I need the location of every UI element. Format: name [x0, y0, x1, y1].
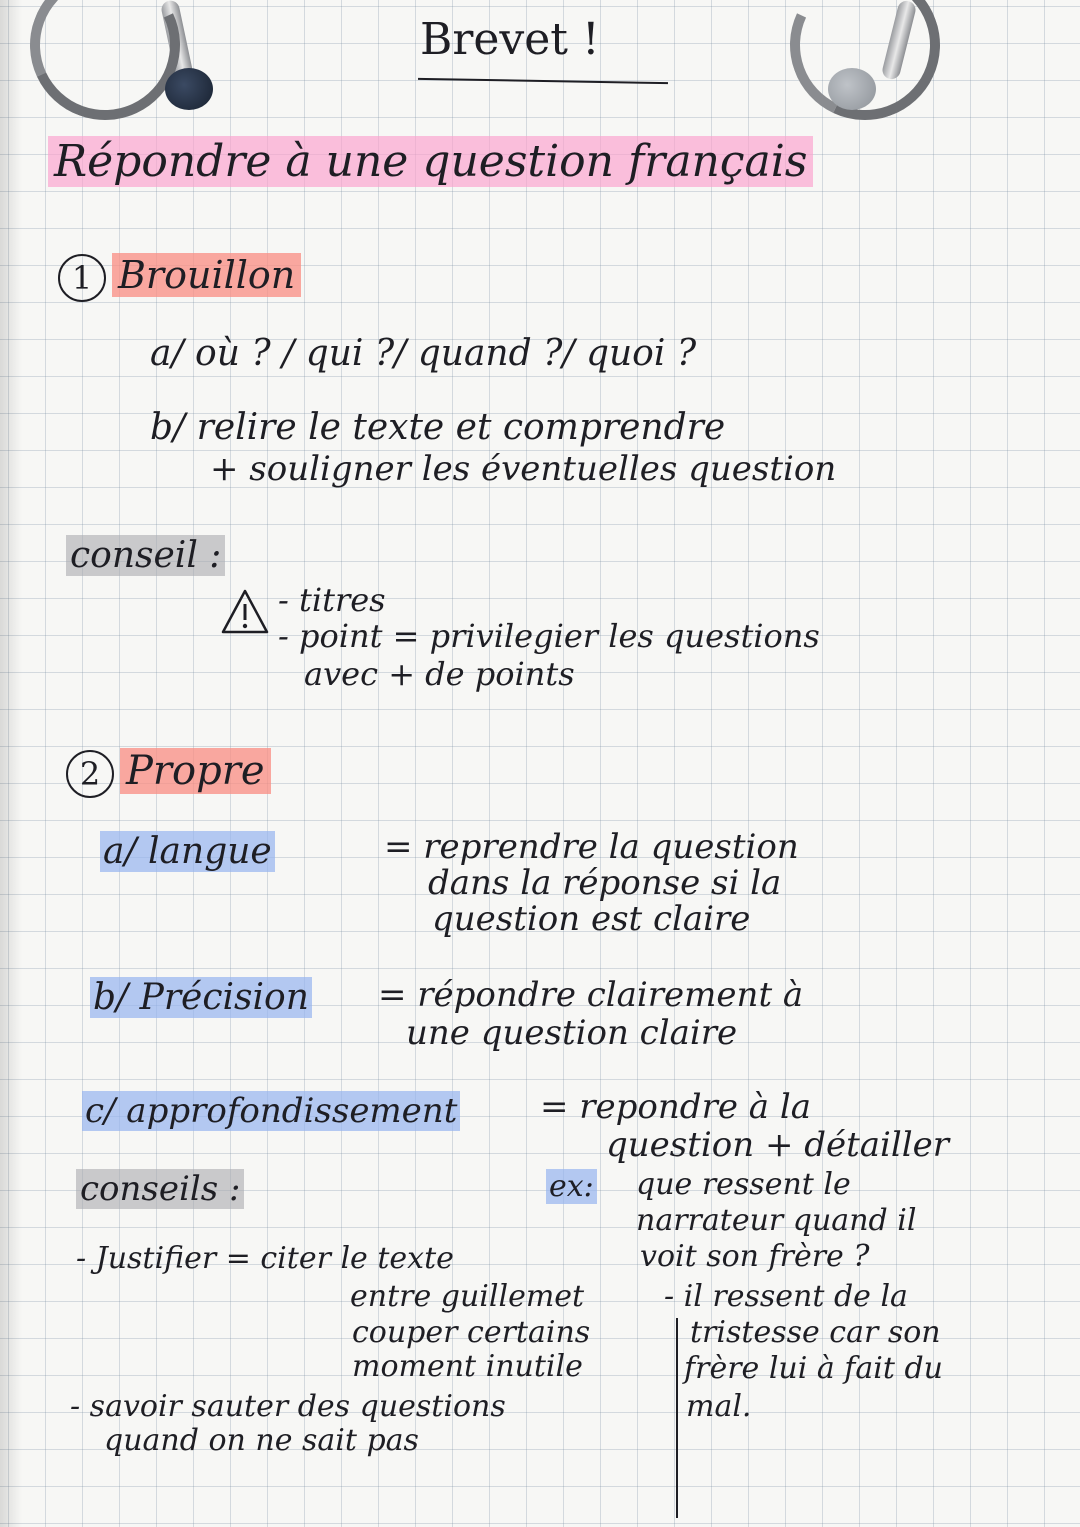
page-edge — [0, 0, 22, 1527]
main-heading — [48, 136, 813, 187]
conseil-line2: - point = privilegier les questions — [278, 617, 820, 655]
warning-icon — [220, 588, 270, 638]
section2-c-label — [82, 1091, 460, 1131]
conseils-sauter-2: quand on ne sait pas — [104, 1423, 419, 1458]
page-title: Brevet ! — [420, 14, 600, 65]
section2-a-text: a/ langue — [100, 831, 275, 872]
conseils-sauter-1: - savoir sauter des questions — [70, 1389, 506, 1424]
punch-hole-right — [828, 68, 876, 110]
conseil-line3: avec + de points — [304, 655, 575, 693]
section2-a-line2: dans la réponse si la — [428, 863, 782, 903]
example-question-1: que ressent le — [636, 1167, 851, 1202]
section2-b-label — [90, 977, 312, 1018]
section2-a-line1: = reprendre la question — [384, 827, 799, 867]
section2-b-line2: une question claire — [406, 1013, 738, 1053]
conseil-label — [66, 535, 225, 576]
section2-c-line1: = repondre à la — [540, 1087, 811, 1127]
section2-b-line1: = répondre clairement à — [378, 975, 804, 1015]
section2-c-line2: question + détailler — [606, 1125, 950, 1165]
section1-heading — [58, 254, 301, 302]
conseils-label — [76, 1169, 244, 1209]
section2-c-text: c/ approfondissement — [82, 1091, 460, 1131]
example-answer-4: mal. — [686, 1389, 752, 1424]
section1-number: 1 — [58, 254, 106, 302]
section2-title: Propre — [120, 748, 271, 794]
main-heading-text: Répondre à une question français — [48, 136, 813, 187]
section2-b-text: b/ Précision — [90, 977, 312, 1018]
section2-a-line3: question est claire — [432, 899, 751, 939]
punch-hole-left — [165, 68, 213, 110]
section2-heading — [66, 750, 271, 798]
example-answer-1: - il ressent de la — [664, 1279, 908, 1314]
example-answer-3: frère lui à fait du — [684, 1351, 943, 1386]
conseil-line1: - titres — [278, 581, 386, 619]
section2-number: 2 — [66, 750, 114, 798]
example-question-3: voit son frère ? — [640, 1239, 870, 1274]
section1-title: Brouillon — [112, 253, 301, 297]
conseils-justifier-2: entre guillemet — [350, 1279, 585, 1314]
conseil-label-text: conseil : — [66, 535, 225, 576]
section1-item-b-line1: b/ relire le texte et comprendre — [150, 407, 726, 448]
section1-item-b-line2: + souligner les éventuelles question — [210, 449, 837, 489]
example-question-2: narrateur quand il — [636, 1203, 917, 1238]
conseils-justifier: - Justifier = citer le texte — [76, 1241, 454, 1276]
section1-item-a: a/ où ? / qui ?/ quand ?/ quoi ? — [150, 333, 697, 374]
section2-a-label — [100, 831, 275, 872]
conseils-justifier-4: moment inutile — [352, 1349, 583, 1384]
conseils-justifier-3: couper certains — [352, 1315, 591, 1350]
example-label-text: ex: — [546, 1169, 597, 1204]
example-answer-2: tristesse car son — [690, 1315, 941, 1350]
conseils-label-text: conseils : — [76, 1169, 244, 1209]
example-label — [546, 1169, 597, 1204]
binder-ring-left — [9, 0, 201, 141]
example-divider-line — [676, 1318, 678, 1518]
title-underline — [418, 78, 668, 84]
